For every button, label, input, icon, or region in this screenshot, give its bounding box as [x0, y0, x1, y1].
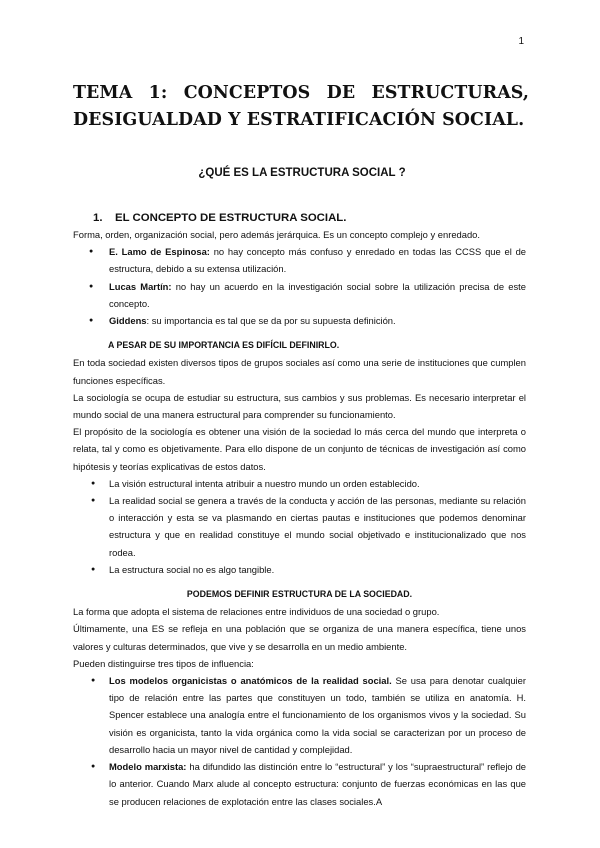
document-body — [73, 210, 526, 810]
author-text: no hay concepto más confuso y enredado en todas las CCSS que el de estructura, debido a su extensa utilización. — [109, 246, 527, 275]
model-name: Los modelos organicistas o anatómicos de la realidad social. — [109, 675, 392, 687]
page-title — [73, 80, 529, 134]
author-text: no hay un acuerdo en la investigación social sobre la utilización precisa de este concepto. — [109, 280, 527, 309]
paragraph: Últimamente, una ES se refleja en una población que se organiza de una manera específica, tiene unos valores y culturas determinados, que vive y se desarrolla en un medio ambiente. — [73, 623, 526, 652]
model-text: ha difundido las distinción entre lo “estructural” y los “supraestructural” reflejo de lo anterior. Cuando Marx alude al concepto estructura: conjunto de fuerzas económicas en las que se producen relaciones de explotación entre las clases sociales.A — [109, 761, 526, 807]
list-item: ● La visión estructural intenta atribuir a nuestro mundo un orden establecido. — [73, 475, 526, 492]
influence-list — [73, 672, 526, 810]
model-name: Modelo marxista: — [109, 761, 187, 773]
section-2-heading: A PESAR DE SU IMPORTANCIA ES DIFÍCIL DEFINIRLO. — [108, 340, 340, 351]
subtitle: ¿QUÉ ES LA ESTRUCTURA SOCIAL ? — [198, 167, 406, 179]
author-name: Giddens — [109, 315, 147, 327]
list-item: ● La estructura social no es algo tangible. — [73, 561, 526, 578]
author-list — [73, 243, 526, 329]
paragraph: La sociología se ocupa de estudiar su estructura, sus cambios y sus problemas. Es necesario interpretar el mundo social de una manera estructural para comprender su funcionamiento. — [73, 391, 526, 421]
list-item — [73, 278, 526, 312]
paragraph: La forma que adopta el sistema de relaciones entre individuos de una sociedad o grupo. — [73, 606, 440, 618]
title-line-2: DESIGUALDAD Y ESTRATIFICACIÓN SOCIAL. — [73, 110, 525, 130]
section-3-heading: PODEMOS DEFINIR ESTRUCTURA DE LA SOCIEDAD. — [186, 589, 413, 600]
paragraph: Pueden distinguirse tres tipos de influencia: — [73, 657, 254, 669]
author-name: Lucas Martín: — [109, 280, 172, 292]
bullet-list — [73, 475, 526, 578]
list-item: ● La realidad social se genera a través de la conducta y acción de las personas, mediante su relación o interacción y esta se va plasmando en ciertas pautas e instituciones que podemos denominar estructura y que en realidad constituye el mundo social objetivado e institucionalizado que nos rodea. — [73, 492, 526, 561]
list-item — [73, 672, 526, 758]
section-1-heading-text: EL CONCEPTO DE ESTRUCTURA SOCIAL. — [115, 212, 347, 224]
title-line-1: TEMA 1: CONCEPTOS DE ESTRUCTURAS, — [73, 83, 529, 103]
section-1-heading — [93, 210, 526, 226]
author-name: E. Lamo de Espinosa: — [109, 246, 210, 258]
list-item — [73, 758, 526, 810]
model-text: Se usa para denotar cualquier tipo de relación entre las partes que constituyen un todo, también se utiliza en anatomía. H. Spencer establece una analogía entre el funcionamiento de los organismos vivos y la sociedad. Su visión es organicista, tanto la vida orgánica como la vida social se caracterizan por un proceso de desarrollo hacia un mayor nivel de cantidad y complejidad. — [109, 675, 526, 755]
section-1-intro: Forma, orden, organización social, pero además jerárquica. Es un concepto complejo y enredado. — [73, 229, 480, 240]
page-number: 1 — [518, 36, 524, 47]
paragraph: El propósito de la sociología es obtener una visión de la sociedad lo más cerca del mundo que interpreta o relata, tal y como es objetivamente. Para ello dispone de un conjunto de técnicas de investigación así como hipótesis y teorías explicativas de estos datos. — [73, 426, 526, 472]
list-item — [73, 312, 526, 329]
section-1-number: 1. — [93, 212, 103, 224]
author-text: : su importancia es tal que se da por su supuesta definición. — [146, 315, 396, 327]
list-item — [73, 243, 526, 277]
paragraph: En toda sociedad existen diversos tipos de grupos sociales así como una serie de instituciones que cumplen funciones específicas. — [73, 357, 526, 386]
